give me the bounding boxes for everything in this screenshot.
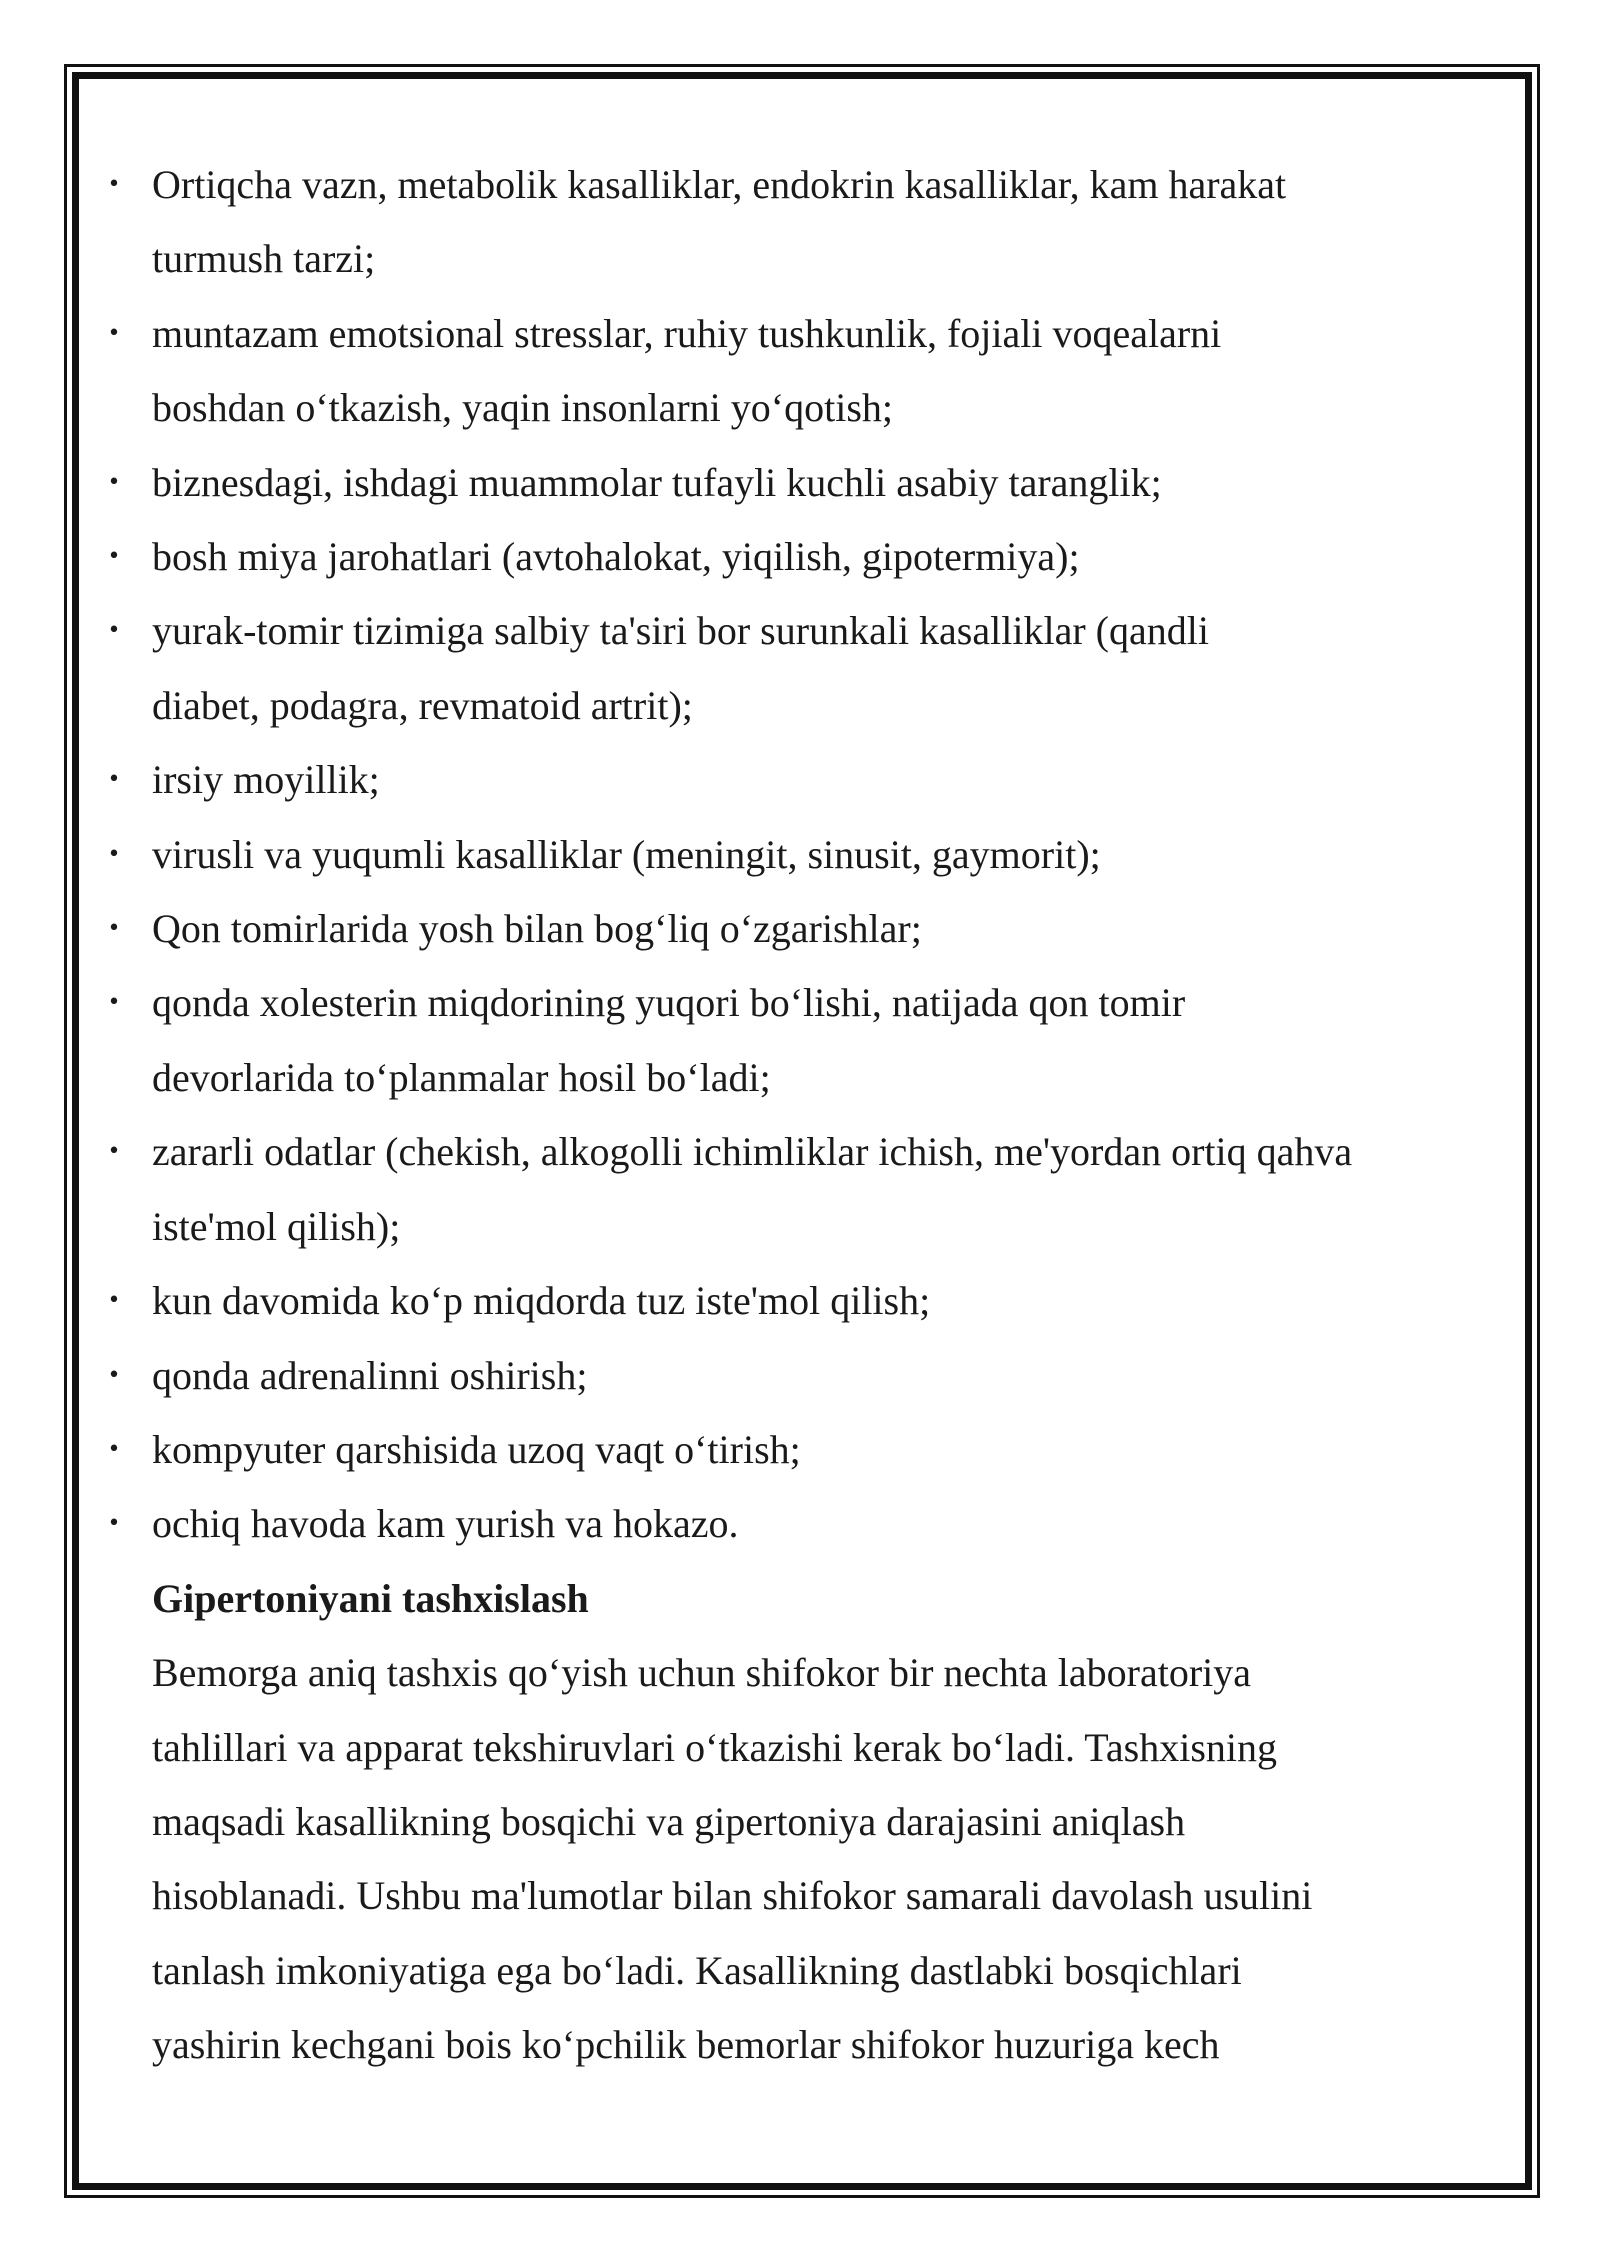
list-item-line: kompyuter qarshisida uzoq vaqt o‘tirish; xyxy=(152,1426,801,1472)
list-item xyxy=(107,743,1452,817)
list-item xyxy=(107,520,1452,594)
list-item-line: zararli odatlar (chekish, alkogolli ichimliklar ichish, me'yordan ortiq qahva xyxy=(152,1129,1353,1175)
paragraph-line: tahlillari va apparat tekshiruvlari o‘tkazishi kerak bo‘ladi. Tashxisning xyxy=(152,1724,1278,1770)
section-heading: Gipertoniyani tashxislash xyxy=(152,1575,589,1621)
list-item xyxy=(107,594,1452,743)
document-body xyxy=(107,148,1452,2083)
bullet-icon: • xyxy=(107,767,121,793)
list-item-line: qonda xolesterin miqdorining yuqori bo‘lishi, natijada qon tomir xyxy=(152,980,1186,1026)
list-item-line: kun davomida ko‘p miqdorda tuz iste'mol qilish; xyxy=(152,1278,931,1324)
bullet-icon: • xyxy=(107,1362,121,1388)
paragraph-line: hisoblanadi. Ushbu ma'lumotlar bilan shifokor samarali davolash usulini xyxy=(152,1873,1313,1919)
list-item-line: turmush tarzi; xyxy=(152,236,376,282)
bullet-icon: • xyxy=(107,990,121,1016)
paragraph-line: tanlash imkoniyatiga ega bo‘ladi. Kasallikning dastlabki bosqichlari xyxy=(152,1947,1242,1993)
bullet-icon: • xyxy=(107,1436,121,1462)
bullet-icon: • xyxy=(107,1511,121,1537)
list-item xyxy=(107,1487,1452,1561)
list-item xyxy=(107,892,1452,966)
list-item xyxy=(107,1115,1452,1264)
list-item-line: boshdan o‘tkazish, yaqin insonlarni yo‘qotish; xyxy=(152,385,894,431)
bullet-icon: • xyxy=(107,618,121,644)
paragraph-line: Bemorga aniq tashxis qo‘yish uchun shifokor bir nechta laboratoriya xyxy=(152,1650,1252,1696)
bullet-icon: • xyxy=(107,1288,121,1314)
list-item xyxy=(107,818,1452,892)
risk-factors-list xyxy=(107,148,1452,1562)
list-item xyxy=(107,148,1452,297)
bullet-icon: • xyxy=(107,320,121,346)
list-item xyxy=(107,1339,1452,1413)
paragraph-line: yashirin kechgani bois ko‘pchilik bemorlar shifokor huzuriga kech xyxy=(152,2022,1220,2068)
list-item-line: biznesdagi, ishdagi muammolar tufayli kuchli asabiy taranglik; xyxy=(152,459,1162,505)
list-item xyxy=(107,297,1452,446)
list-item-line: muntazam emotsional stresslar, ruhiy tushkunlik, fojiali voqealarni xyxy=(152,310,1222,356)
list-item xyxy=(107,446,1452,520)
list-item-line: diabet, podagra, revmatoid artrit); xyxy=(152,682,693,728)
bullet-icon: • xyxy=(107,841,121,867)
list-item-line: yurak-tomir tizimiga salbiy ta'siri bor surunkali kasalliklar (qandli xyxy=(152,608,1209,654)
list-item xyxy=(107,966,1452,1115)
bullet-icon: • xyxy=(107,172,121,197)
list-item-line: iste'mol qilish); xyxy=(152,1203,401,1249)
bullet-icon: • xyxy=(107,1139,121,1165)
list-item-line: bosh miya jarohatlari (avtohalokat, yiqilish, gipotermiya); xyxy=(152,534,1080,580)
paragraph-line: maqsadi kasallikning bosqichi va gipertoniya darajasini aniqlash xyxy=(152,1798,1186,1844)
bullet-icon: • xyxy=(107,469,121,495)
list-item-line: qonda adrenalinni oshirish; xyxy=(152,1352,588,1398)
bullet-icon: • xyxy=(107,544,121,570)
bullet-icon: • xyxy=(107,916,121,942)
list-item-line: ochiq havoda kam yurish va hokazo. xyxy=(152,1501,739,1547)
list-item-line: Qon tomirlarida yosh bilan bog‘liq o‘zgarishlar; xyxy=(152,906,922,952)
list-item-line: Ortiqcha vazn, metabolik kasalliklar, endokrin kasalliklar, kam harakat xyxy=(152,162,1287,207)
list-item-line: irsiy moyillik; xyxy=(152,757,380,803)
list-item xyxy=(107,1264,1452,1338)
list-item-line: virusli va yuqumli kasalliklar (meningit, sinusit, gaymorit); xyxy=(152,831,1101,877)
list-item xyxy=(107,1413,1452,1487)
diagnosis-paragraph xyxy=(152,1636,1452,2082)
list-item-line: devorlarida to‘planmalar hosil bo‘ladi; xyxy=(152,1054,771,1100)
